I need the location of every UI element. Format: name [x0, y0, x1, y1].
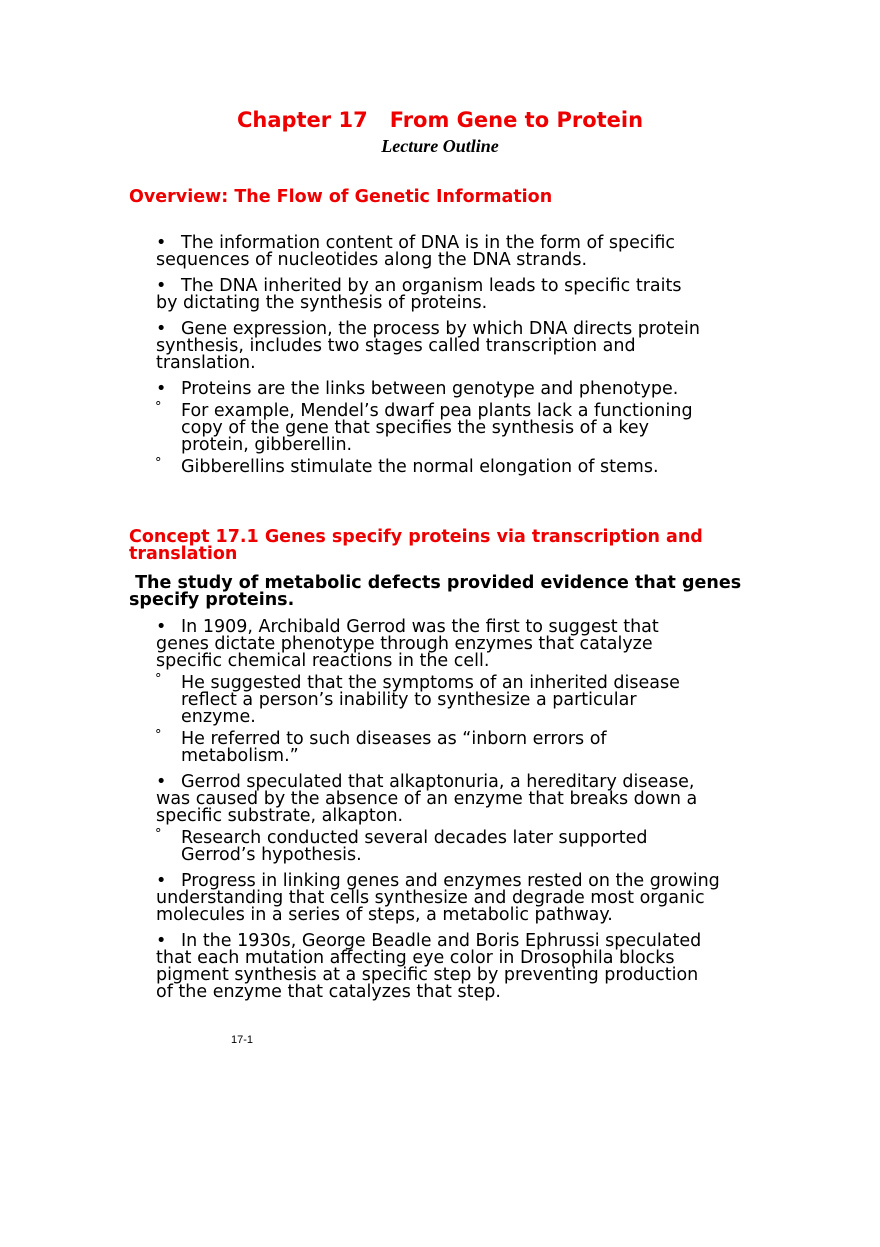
bullet-icon: •	[156, 772, 167, 792]
sub-bullet-icon: °	[155, 728, 162, 743]
sub-bullet-icon: °	[155, 400, 162, 415]
subheading-line: specify proteins.	[129, 590, 295, 610]
sub-bullet-icon: °	[155, 827, 162, 842]
page-subtitle: Lecture Outline	[381, 136, 499, 156]
list-item-line: specific substrate, alkapton.	[156, 806, 404, 826]
list-item-line: copy of the gene that specifies the synthesis of a key	[181, 418, 649, 438]
list-item-line: by dictating the synthesis of proteins.	[156, 293, 488, 313]
list-item-line: specific chemical reactions in the cell.	[156, 651, 490, 671]
list-item-line: In the 1930s, George Beadle and Boris Ephrussi speculated	[181, 931, 702, 951]
bullet-icon: •	[156, 379, 167, 399]
page-title	[0, 108, 880, 132]
list-item-line: pigment synthesis at a specific step by preventing production	[156, 965, 699, 985]
list-item-line: The DNA inherited by an organism leads to specific traits	[181, 276, 682, 296]
list-item-line: Gerrod’s hypothesis.	[181, 845, 362, 865]
bullet-icon: •	[156, 233, 167, 253]
list-item-line: sequences of nucleotides along the DNA strands.	[156, 250, 588, 270]
page-number: 17-1	[231, 1034, 254, 1046]
list-item-line: understanding that cells synthesize and degrade most organic	[156, 888, 705, 908]
list-item-line: Proteins are the links between genotype and phenotype.	[181, 379, 679, 399]
list-item-line: Gerrod speculated that alkaptonuria, a hereditary disease,	[181, 772, 695, 792]
list-item-line: genes dictate phenotype through enzymes that catalyze	[156, 634, 653, 654]
bullet-icon: •	[156, 931, 167, 951]
list-item-line: of the enzyme that catalyzes that step.	[156, 982, 501, 1002]
concept-heading-line: translation	[129, 544, 238, 564]
list-item-line: enzyme.	[181, 707, 256, 727]
list-item-line: metabolism.”	[181, 746, 299, 766]
list-item-line: He referred to such diseases as “inborn errors of	[181, 729, 607, 749]
list-item-line: was caused by the absence of an enzyme that breaks down a	[156, 789, 698, 809]
list-item-line: reflect a person’s inability to synthesize a particular	[181, 690, 637, 710]
concept-heading-line: Concept 17.1 Genes specify proteins via transcription and	[129, 527, 703, 547]
subheading-line: The study of metabolic defects provided evidence that genes	[129, 573, 742, 593]
overview-heading: Overview: The Flow of Genetic Information	[129, 187, 553, 207]
bullet-icon: •	[156, 319, 167, 339]
list-item-line: Progress in linking genes and enzymes rested on the growing	[181, 871, 720, 891]
section-subheading	[129, 575, 769, 609]
list-item-line: translation.	[156, 353, 256, 373]
list-item-line: molecules in a series of steps, a metabolic pathway.	[156, 905, 613, 925]
list-item-line: Research conducted several decades later supported	[181, 828, 648, 848]
list-item-line: The information content of DNA is in the form of specific	[181, 233, 676, 253]
sub-bullet-icon: °	[155, 456, 162, 471]
list-item-line: that each mutation affecting eye color in Drosophila blocks	[156, 948, 675, 968]
list-item-line: Gibberellins stimulate the normal elongation of stems.	[181, 457, 659, 477]
list-item-line: In 1909, Archibald Gerrod was the first to suggest that	[181, 617, 659, 637]
list-item-line: protein, gibberellin.	[181, 435, 353, 455]
list-item-line: synthesis, includes two stages called transcription and	[156, 336, 636, 356]
bullet-icon: •	[156, 276, 167, 296]
list-item-line: For example, Mendel’s dwarf pea plants lack a functioning	[181, 401, 693, 421]
list-item-line: Gene expression, the process by which DNA directs protein	[181, 319, 700, 339]
chapter-name: From Gene to Protein	[389, 108, 644, 132]
bullet-icon: •	[156, 617, 167, 637]
chapter-number: Chapter 17	[236, 108, 368, 132]
sub-bullet-icon: °	[155, 672, 162, 687]
list-item-line: He suggested that the symptoms of an inherited disease	[181, 673, 680, 693]
bullet-icon: •	[156, 871, 167, 891]
concept-heading	[129, 529, 729, 563]
